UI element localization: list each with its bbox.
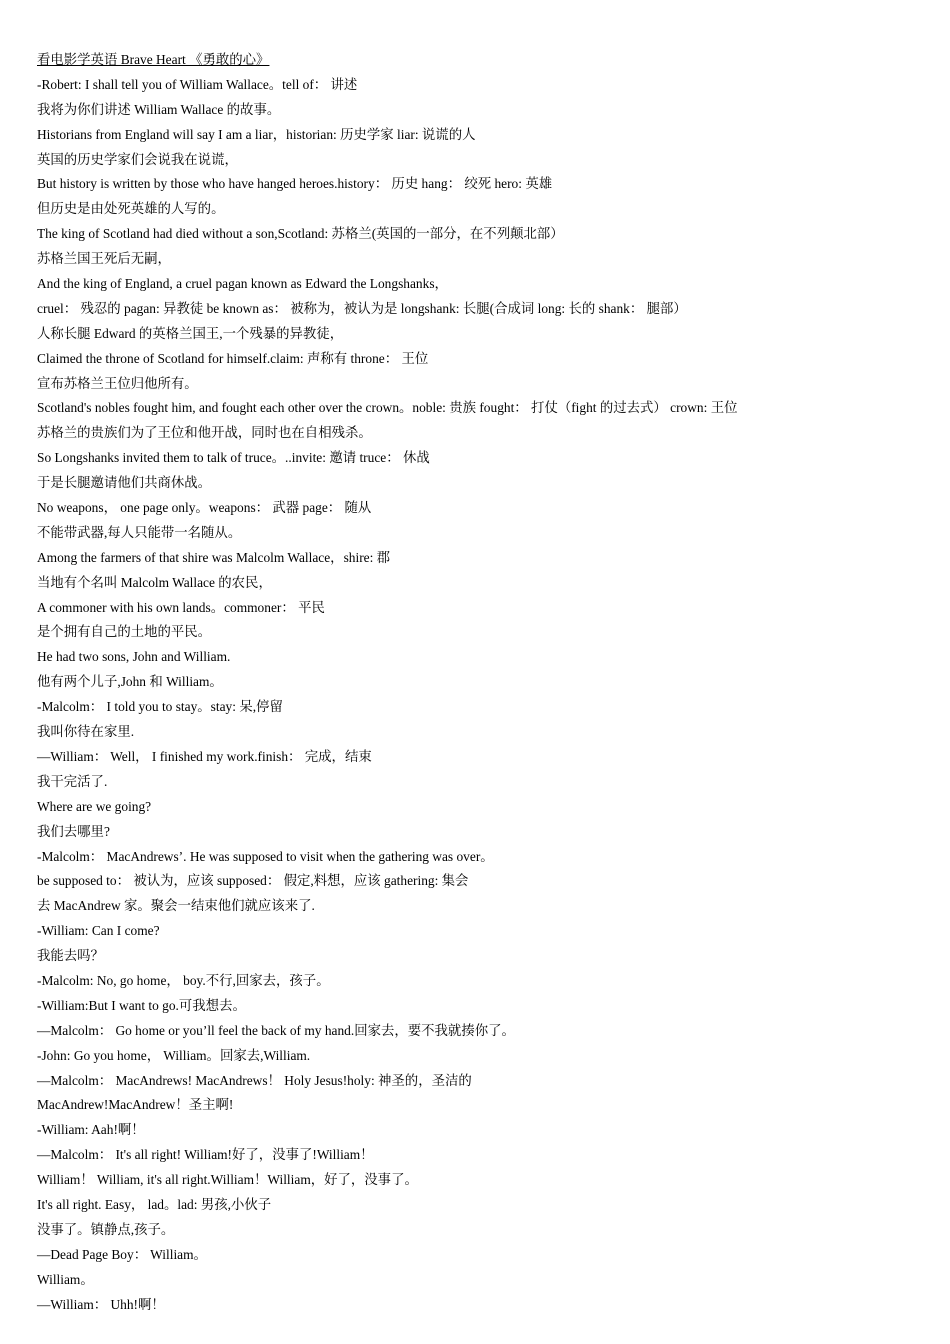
document-title: 看电影学英语 Brave Heart 《勇敢的心》	[37, 52, 270, 67]
text-line: 不能带武器,每人只能带一名随从。	[37, 524, 242, 540]
text-line: He had two sons, John and William.	[37, 649, 231, 665]
text-line: —Malcolm： It's all right! William!好了，没事了!William！	[37, 1147, 374, 1163]
text-line: So Longshanks invited them to talk of truce。..invite: 邀请 truce： 休战	[37, 450, 430, 466]
text-line: -William: Can I come?	[37, 923, 160, 939]
text-line: —William： Well， I finished my work.finish： 完成，结束	[37, 748, 372, 764]
text-line: -William: Aah!啊！	[37, 1122, 145, 1138]
text-line: 宣布苏格兰王位归他所有。	[37, 375, 198, 391]
text-line: —William： Uhh!啊！	[37, 1296, 165, 1312]
text-line: 当地有个名叫 Malcolm Wallace 的农民，	[37, 574, 272, 590]
text-line: 是个拥有自己的土地的平民。	[37, 624, 212, 640]
text-line: 人称长腿 Edward 的英格兰国王,一个残暴的异教徒，	[37, 325, 344, 341]
text-line: Scotland's nobles fought him, and fought each other over the crown。noble: 贵族 fought： 打仗（fight 的过去式） crown: 王位	[37, 400, 738, 416]
text-line: Historians from England will say I am a liar，historian: 历史学家 liar: 说谎的人	[37, 126, 476, 142]
text-line: 去 MacAndrew 家。聚会一结束他们就应该来了.	[37, 898, 315, 914]
text-line: It's all right. Easy， lad。lad: 男孩,小伙子	[37, 1196, 272, 1212]
text-line: The king of Scotland had died without a son,Scotland: 苏格兰(英国的一部分，在不列颠北部）	[37, 226, 564, 242]
text-line: cruel： 残忍的 pagan: 异教徒 be known as： 被称为，被认为是 longshank: 长腿(合成词 long: 长的 shank： 腿部）	[37, 300, 687, 316]
text-line: Claimed the throne of Scotland for himself.claim: 声称有 throne： 王位	[37, 350, 429, 366]
text-line: But history is written by those who have hanged heroes.history： 历史 hang： 绞死 hero: 英雄	[37, 176, 553, 192]
text-line: MacAndrew!MacAndrew！圣主啊!	[37, 1097, 234, 1113]
text-line: -Malcolm： MacAndrews’. He was supposed to visit when the gathering was over。	[37, 848, 494, 864]
text-line: 我能去吗？	[37, 948, 104, 964]
text-line: No weapons， one page only。weapons： 武器 page： 随从	[37, 500, 372, 516]
document-body	[37, 73, 917, 1318]
text-line: —Malcolm： MacAndrews! MacAndrews！ Holy Jesus!holy: 神圣的，圣洁的	[37, 1072, 472, 1088]
text-line: 我将为你们讲述 William Wallace 的故事。	[37, 101, 281, 117]
text-line: Among the farmers of that shire was Malcolm Wallace，shire: 郡	[37, 549, 391, 565]
text-line: 苏格兰国王死后无嗣，	[37, 251, 171, 267]
text-line: -Malcolm： I told you to stay。stay: 呆,停留	[37, 699, 283, 715]
text-line: 没事了。镇静点,孩子。	[37, 1221, 175, 1237]
text-line: 苏格兰的贵族们为了王位和他开战，同时也在自相残杀。	[37, 425, 372, 441]
text-line: Where are we going?	[37, 798, 152, 814]
text-line: William。	[37, 1271, 94, 1287]
text-line: William！ William, it's all right.William！William，好了，没事了。	[37, 1172, 418, 1188]
document-page	[37, 48, 917, 1317]
text-line: A commoner with his own lands。commoner： 平民	[37, 599, 325, 615]
text-line: 我们去哪里?	[37, 823, 110, 839]
text-line: be supposed to： 被认为，应该 supposed： 假定,料想，应该 gathering: 集会	[37, 873, 469, 889]
text-line: 他有两个儿子,John 和 William。	[37, 674, 223, 690]
text-line: 但历史是由处死英雄的人写的。	[37, 201, 225, 217]
text-line: -Malcolm: No, go home， boy.不行,回家去，孩子。	[37, 972, 330, 988]
text-line: -John: Go you home， William。回家去,William.	[37, 1047, 311, 1063]
text-line: 我叫你待在家里.	[37, 724, 135, 740]
text-line: —Malcolm： Go home or you’ll feel the back of my hand.回家去，要不我就揍你了。	[37, 1022, 515, 1038]
text-line: —Dead Page Boy： William。	[37, 1246, 207, 1262]
text-line: -Robert: I shall tell you of William Wallace。tell of： 讲述	[37, 76, 358, 92]
text-line: 英国的历史学家们会说我在说谎，	[37, 151, 238, 167]
text-line: -William:But I want to go.可我想去。	[37, 997, 246, 1013]
text-line: And the king of England, a cruel pagan known as Edward the Longshanks，	[37, 276, 448, 292]
text-line: 我干完活了.	[37, 773, 108, 789]
text-line: 于是长腿邀请他们共商休战。	[37, 475, 212, 491]
